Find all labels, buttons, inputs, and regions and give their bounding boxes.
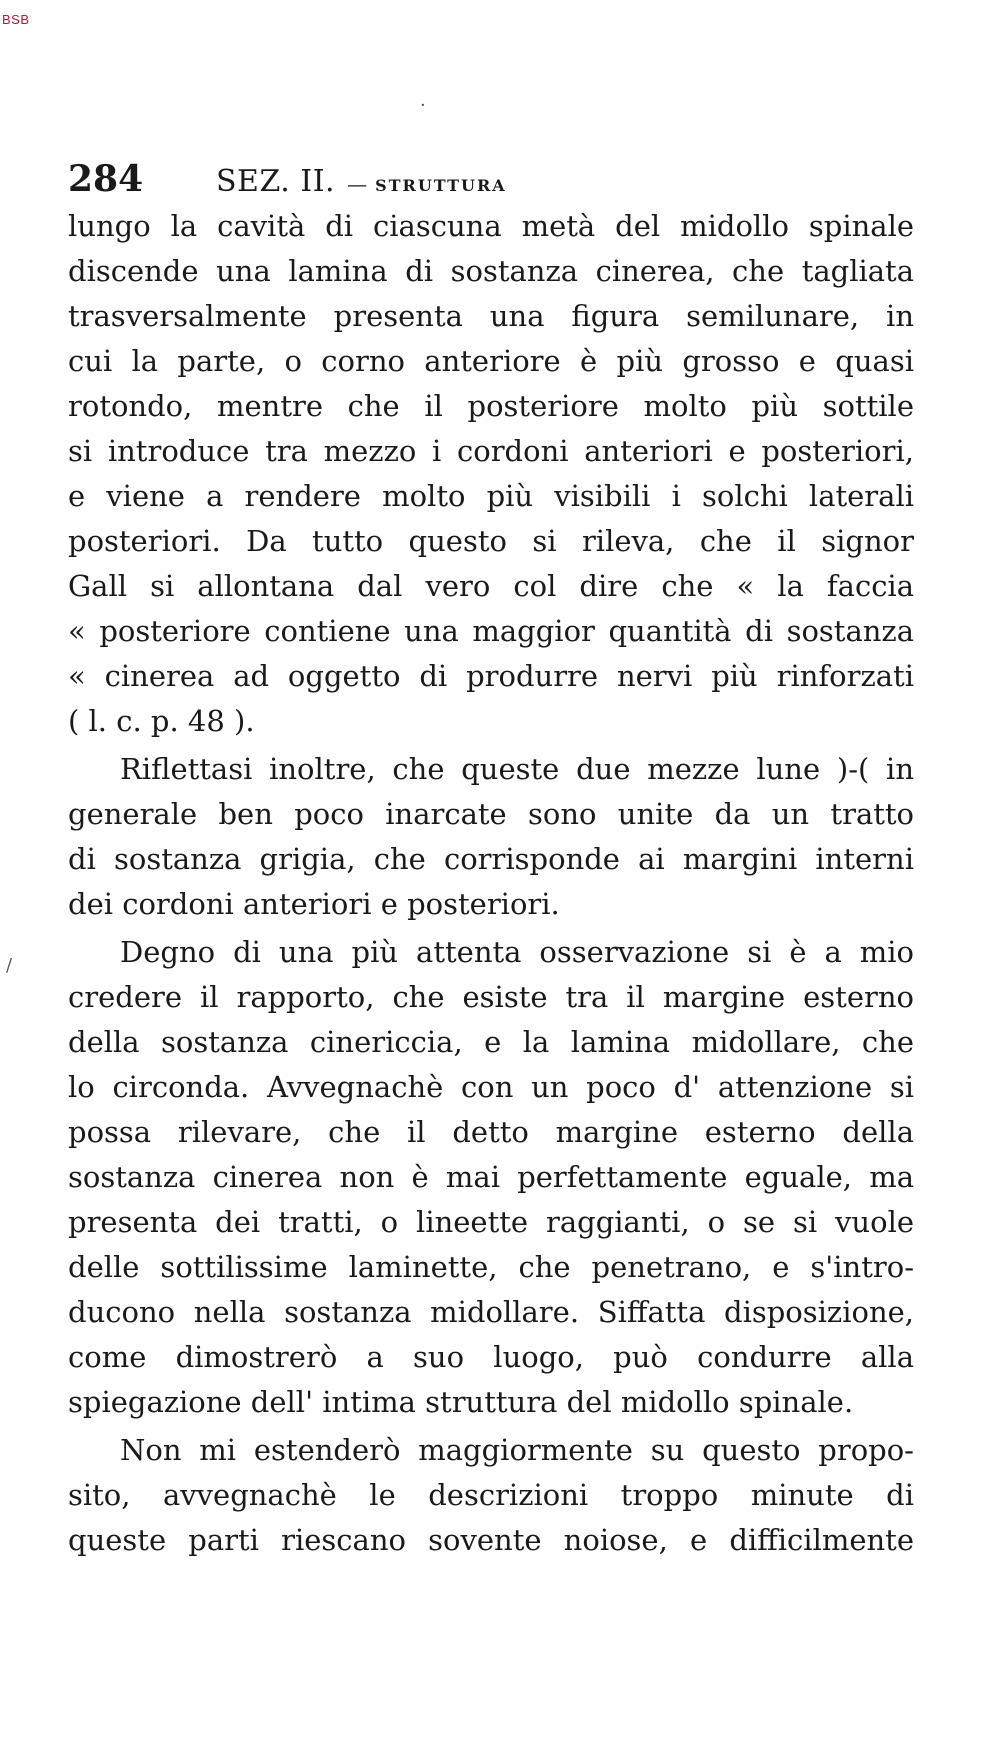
paragraph-start: Riflettasi inoltre, che queste due mezze lune )-( in [120, 752, 914, 786]
text-line: sostanza cinerea non è mai perfettamente eguale, ma [68, 1160, 914, 1194]
text-line: rotondo, mentre che il posteriore molto più sottile [68, 389, 914, 423]
paper-speck: · [420, 95, 426, 116]
paragraph-start: Non mi estenderò maggiormente su questo propo- [120, 1433, 914, 1467]
running-header [68, 158, 914, 204]
text-line: discende una lamina di sostanza cinerea, che tagliata [68, 254, 914, 288]
text-line: generale ben poco inarcate sono unite da un tratto [68, 797, 914, 831]
header-dash: — [347, 172, 368, 196]
text-line: spiegazione dell' intima struttura del midollo spinale. [68, 1385, 854, 1419]
text-line: queste parti riescano sovente noiose, e difficilmente [68, 1523, 914, 1557]
text-line: possa rilevare, che il detto margine esterno della [68, 1115, 914, 1149]
text-line: « posteriore contiene una maggior quantità di sostanza [68, 614, 914, 648]
text-line: « cinerea ad oggetto di produrre nervi più rinforzati [68, 659, 914, 693]
text-line: ( l. c. p. 48 ). [68, 704, 255, 738]
text-line: di sostanza grigia, che corrisponde ai margini interni [68, 842, 914, 876]
text-line: delle sottilissime laminette, che penetrano, e s'intro- [68, 1250, 914, 1284]
text-line: ducono nella sostanza midollare. Siffatta disposizione, [68, 1295, 914, 1329]
page-number: 284 [68, 158, 144, 200]
text-line: posteriori. Da tutto questo si rileva, che il signor [68, 524, 914, 558]
text-line: lo circonda. Avvegnachè con un poco d' attenzione si [68, 1070, 914, 1104]
section-label: SEZ. II. [216, 164, 336, 199]
running-title: STRUTTURA [375, 176, 507, 195]
text-line: cui la parte, o corno anteriore è più grosso e quasi [68, 344, 914, 378]
text-line: lungo la cavità di ciascuna metà del midollo spinale [68, 209, 914, 243]
text-line: sito, avvegnachè le descrizioni troppo minute di [68, 1478, 914, 1512]
paper-speck: / [6, 955, 13, 976]
body-text [68, 204, 914, 1563]
library-watermark: BSB [2, 12, 30, 27]
text-line: della sostanza cinericcia, e la lamina midollare, che [68, 1025, 914, 1059]
book-page [68, 158, 914, 1563]
text-line: e viene a rendere molto più visibili i solchi laterali [68, 479, 914, 513]
text-line: si introduce tra mezzo i cordoni anteriori e posteriori, [68, 434, 914, 468]
text-line: come dimostrerò a suo luogo, può condurre alla [68, 1340, 914, 1374]
text-line: credere il rapporto, che esiste tra il margine esterno [68, 980, 914, 1014]
text-line: Gall si allontana dal vero col dire che « la faccia [68, 569, 914, 603]
text-line: presenta dei tratti, o lineette raggianti, o se si vuole [68, 1205, 914, 1239]
text-line: dei cordoni anteriori e posteriori. [68, 887, 560, 921]
text-line: trasversalmente presenta una figura semilunare, in [68, 299, 914, 333]
paragraph-start: Degno di una più attenta osservazione si è a mio [120, 935, 914, 969]
